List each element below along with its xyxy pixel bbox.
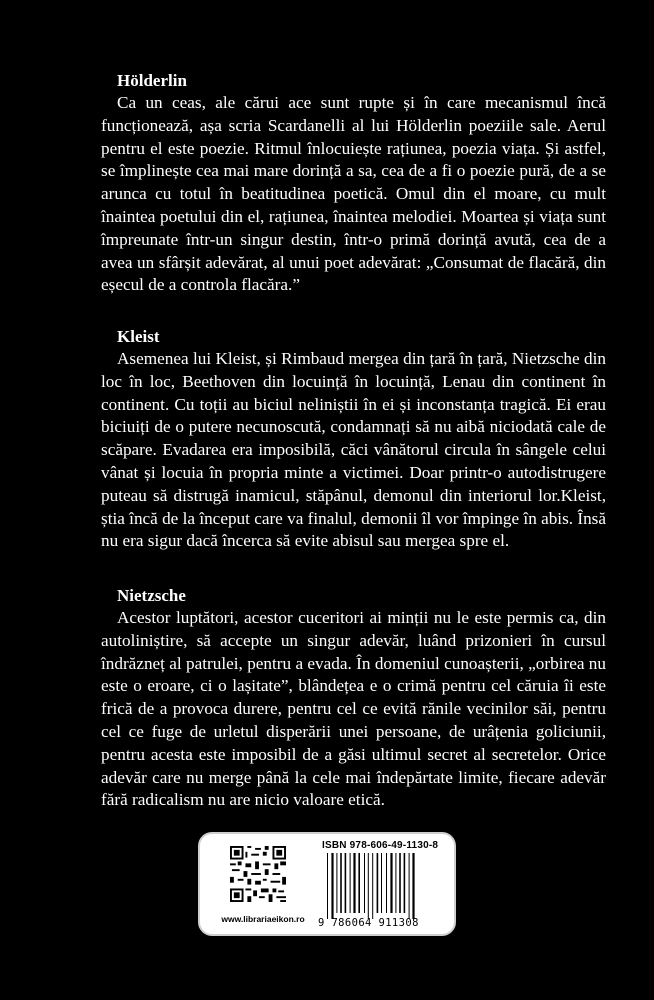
section-nietzsche [101,585,606,812]
section-heading: Nietzsche [117,586,186,605]
barcode-bar [381,853,382,913]
barcode-bar [353,853,355,913]
section-paragraph: Asemenea lui Kleist, și Rimbaud mergea din țară în țară, Nietzsche din loc în loc, Beethoven din locuință în locuință, Lenau din continent în continent. Cu toții au biciul neliniștii în ei și inconstanța tragică. Ei erau biciuiți de o putere necunoscută, condamnați să nu aibă niciodată cale de scăpare. Evadarea era imposibilă, căci vânătorul circula în sângele celui vânat și locuia în propria minte a victimei. Doar printr-o autodistrugere puteau să distrugă inamicul, stăpânul, demonul din interiorul lor.Kleist, știa încă de la început care va finalul, demonii îl vor împinge în abis. Însă nu era sigur dacă încerca să evite abisul sau mergea spre el. [101,349,606,551]
section-heading: Kleist [117,327,160,346]
section-paragraph: Acestor luptători, acestor cuceritori ai minții nu le este permis ca, din autoliniștire, să accepte un singur adevăr, luând prizonieri în cursul îndrăzneț al patrulei, pentru a evada. În domeniul cunoașterii, „orbirea nu este o eroare, ci o lașitate”, blândețea e o crimă pentru cel căruia îi este frică de a provoca durere, pentru cel ce evită rănile vecinilor săi, pentru cel ce fuge de urletul disperării unei persoane, de urâțenia goliciunii, pentru acesta este imposibil de a găsi ultimul secret al secretelor. Orice adevăr care nu merge până la cele mai îndepărtate limite, fiecare adevăr fără radicalism nu are nicio valoare etică. [101,608,606,810]
isbn-card [198,832,456,936]
website-url: www.librariaeikon.ro [221,914,305,924]
barcode-bar [331,853,333,919]
section-holderlin [101,70,606,297]
section-heading: Hölderlin [117,71,187,90]
barcode-bar [395,853,396,913]
barcode-bar [350,853,351,913]
isbn-number: ISBN 978-606-49-1130-8 [322,840,439,851]
qr-code-icon [230,846,286,902]
barcode-bar [336,853,337,913]
barcode-bar [399,853,401,913]
section-paragraph: Ca un ceas, ale cărui ace sunt rupte și în care mecanismul încă funcționează, așa scria Scardanelli al lui Hölderlin poeziile sale. Aerul pentru el este poezie. Ritmul înlocuiește rațiunea, poezia viața. Și astfel, se împlinește cea mai mare dorință a sa, cea de a fi o poezie pură, de a se arunca cu totul în beatitudinea poetică. Omul din el moare, cu mult înaintea poetului din el, rațiunea, înaintea melodiei. Moartea și viața sunt împreunate într-un singur destin, într-o primă dorință avută, cea de a avea un sfârșit adevărat, al unui poet adevărat: „Consumat de flacără, din eșecul de a controla flacăra.” [101,93,606,295]
barcode-bar [358,853,360,913]
barcode-bar [409,853,410,919]
section-kleist [101,326,606,553]
barcode-bar [340,853,342,913]
barcode-bar [372,853,373,919]
barcode-icon [326,853,438,919]
ean-digits: 9 786064 911308 [318,917,419,929]
barcode-bar [390,853,392,913]
barcode-bar [412,853,414,919]
barcode-bar [327,853,328,919]
barcode-bar [345,853,347,913]
barcode-bar [368,853,369,919]
barcode-bar [404,853,406,913]
barcode-bar [386,853,387,913]
barcode-bar [377,853,379,913]
barcode-bar [364,853,365,913]
